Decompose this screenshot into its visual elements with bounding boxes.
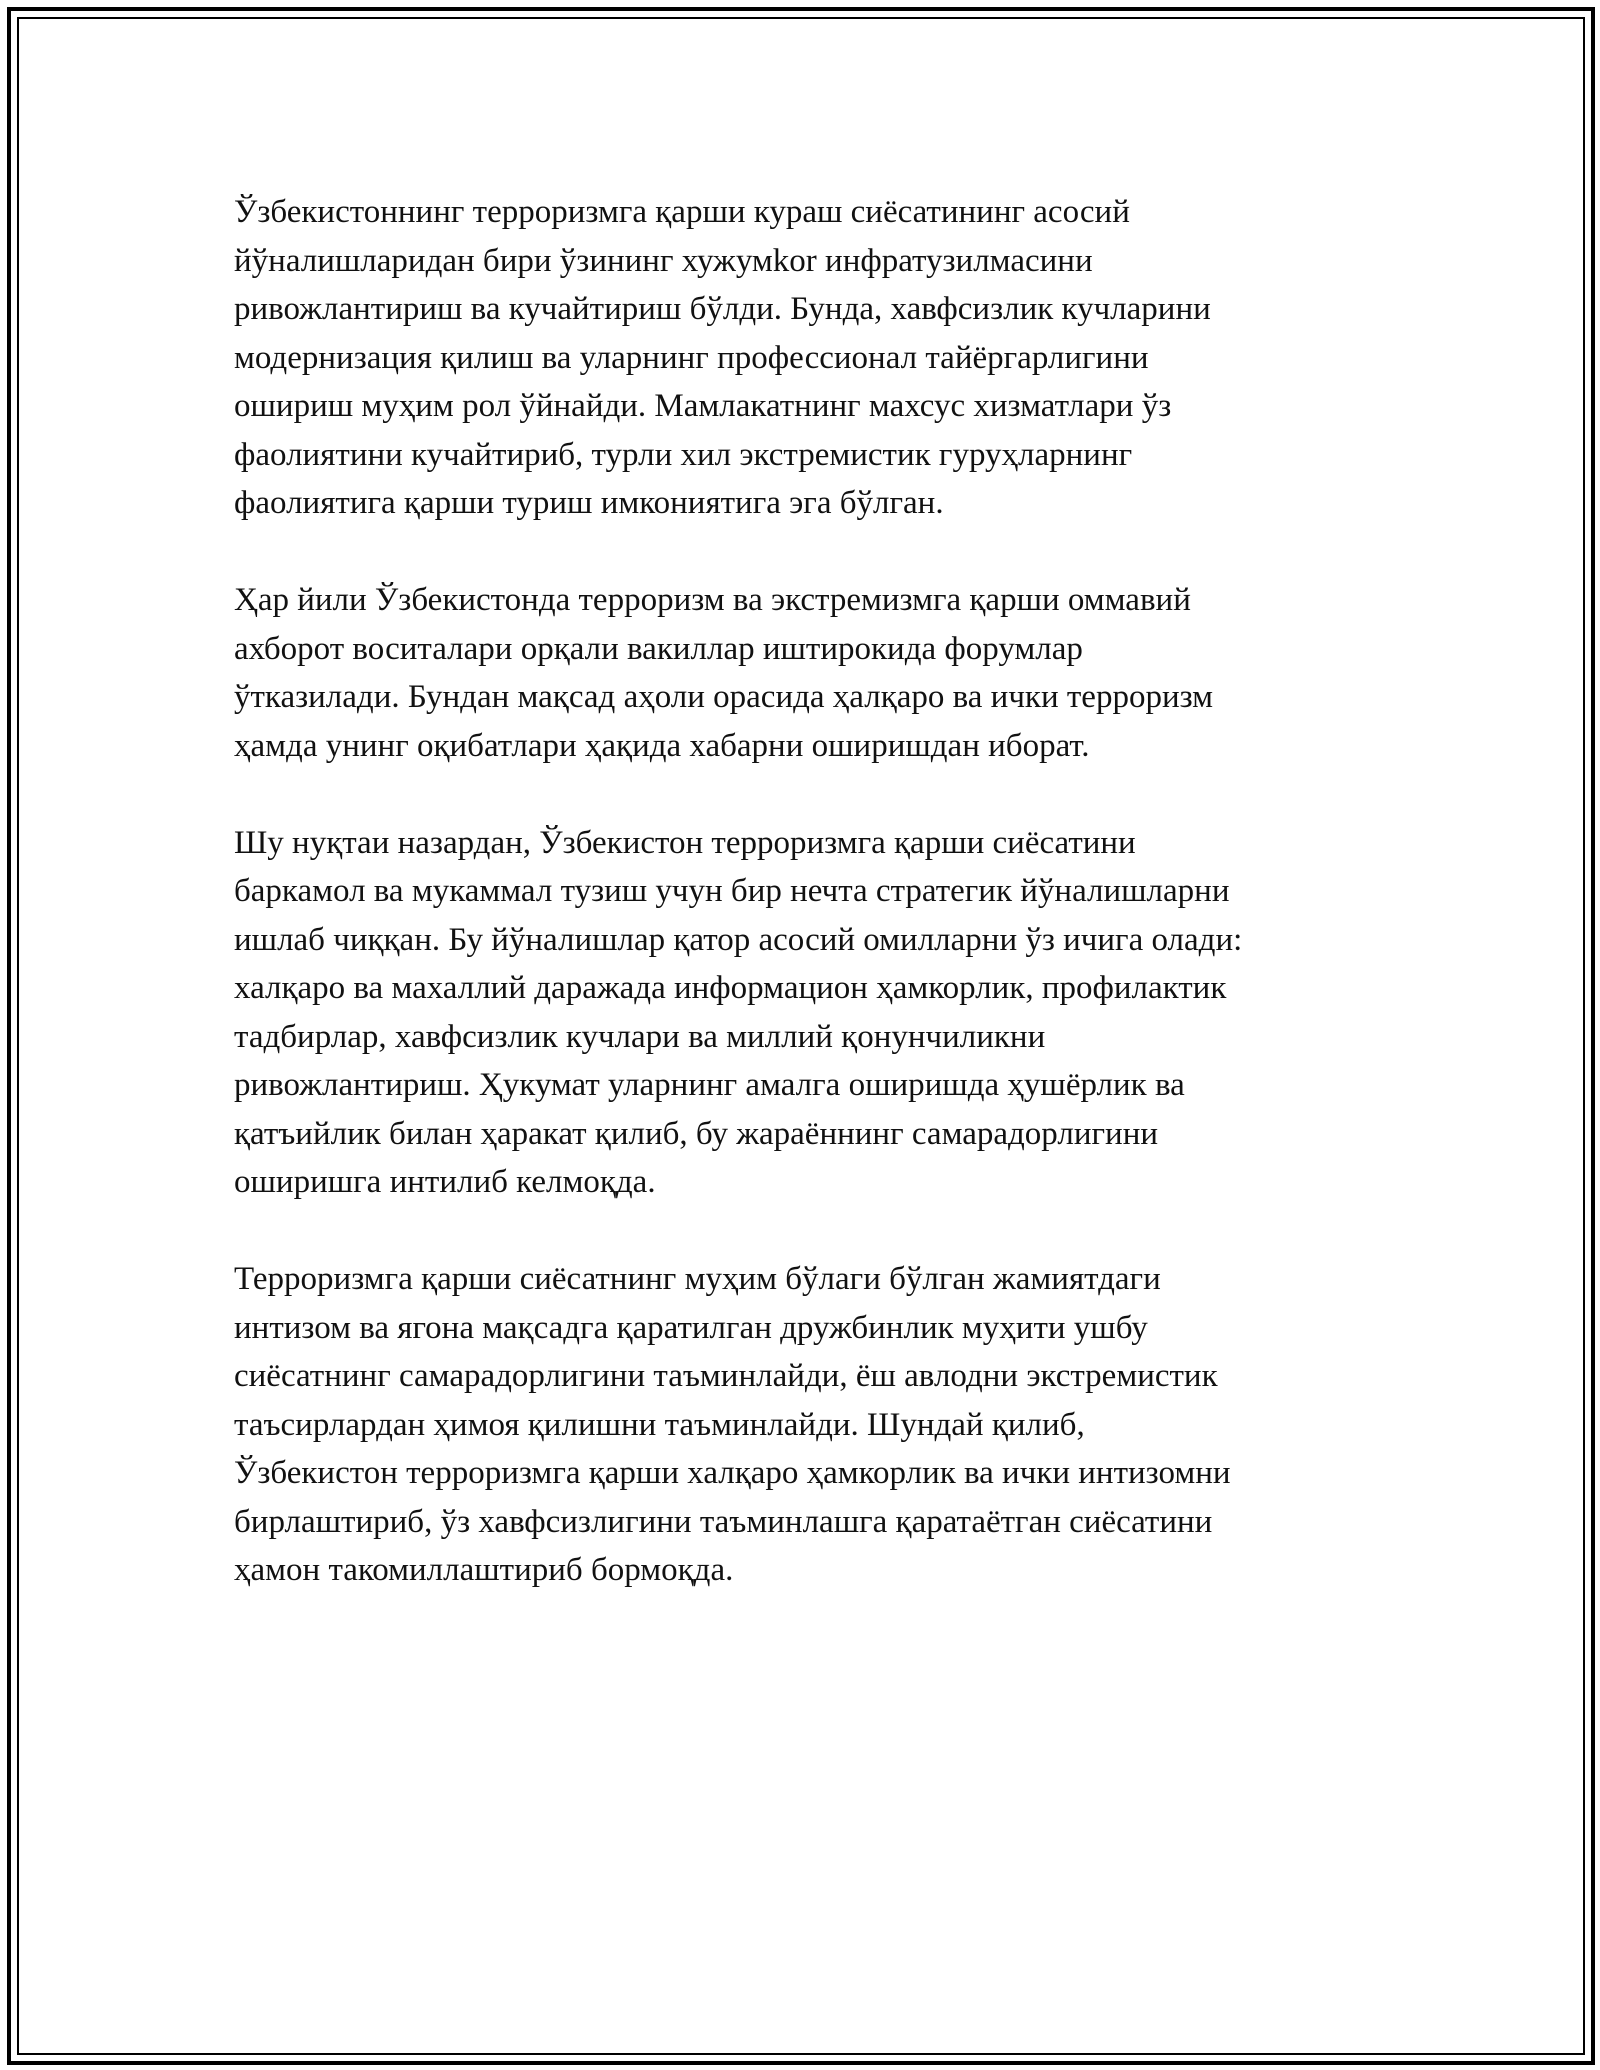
text-line: ривожлантириш. Ҳукумат уларнинг амалга оширишда ҳушёрлик ва <box>234 1067 1185 1103</box>
paragraph-4 <box>234 1255 1374 1595</box>
text-line: ишлаб чиққан. Бу йўналишлар қатор асосий омилларни ўз ичига олади: <box>234 921 1243 958</box>
text-line: модернизация қилиш ва уларнинг профессионал тайёргарлигини <box>234 339 1149 376</box>
text-line: оширишга интилиб келмоқда. <box>234 1164 656 1200</box>
paragraph-1 <box>234 188 1374 528</box>
text-line: ривожлантириш ва кучайтириш бўлди. Бунда, хавфсизлик кучларини <box>234 291 1211 327</box>
document-body <box>234 188 1374 1643</box>
paragraph-3 <box>234 819 1374 1207</box>
text-line: ўтказилади. Бундан мақсад аҳоли орасида ҳалқаро ва ички терроризм <box>234 679 1214 715</box>
text-line: Ҳар йили Ўзбекистонда терроризм ва экстремизмга қарши оммавий <box>234 582 1191 618</box>
text-line: фаолиятини кучайтириб, турли хил экстремистик гуруҳларнинг <box>234 436 1133 473</box>
text-line: ҳамда унинг оқибатлари ҳақида хабарни оширишдан иборат. <box>234 727 1090 764</box>
text-line: таъсирлардан ҳимоя қилишни таъминлайди. Шундай қилиб, <box>234 1406 1085 1443</box>
text-line: баркамол ва мукаммал тузиш учун бир нечта стратегик йўналишларни <box>234 873 1230 909</box>
paragraph-2 <box>234 576 1374 770</box>
text-line: Терроризмга қарши сиёсатнинг муҳим бўлаги бўлган жамиятдаги <box>234 1261 1161 1297</box>
text-line: ахборот воситалари орқали вакиллар иштирокида форумлар <box>234 630 1083 667</box>
text-line: сиёсатнинг самарадорлигини таъминлайди, ёш авлодни экстремистик <box>234 1358 1218 1394</box>
text-line: Ўзбекистоннинг терроризмга қарши кураш сиёсатининг асосий <box>234 194 1130 230</box>
text-line: интизом ва ягона мақсадга қаратилган дружбинлик муҳити ушбу <box>234 1309 1148 1346</box>
text-line: тадбирлар, хавфсизлик кучлари ва миллий қонунчиликни <box>234 1018 1046 1055</box>
text-line: халқаро ва махаллий даражада информацион ҳамкорлик, профилактик <box>234 970 1227 1006</box>
text-line: қатъийлик билан ҳаракат қилиб, бу жараённинг самарадорлигини <box>234 1115 1159 1152</box>
text-line: ошириш муҳим рол ўйнайди. Мамлакатнинг махсус хизматлари ўз <box>234 388 1172 424</box>
text-line: фаолиятига қарши туриш имкониятига эга бўлган. <box>234 485 944 521</box>
text-line: йўналишларидан бири ўзининг хужумkor инфратузилмасини <box>234 242 1093 279</box>
text-line: ҳамон такомиллаштириб бормоқда. <box>234 1552 734 1588</box>
text-line: Шу нуқтаи назардан, Ўзбекистон терроризмга қарши сиёсатини <box>234 824 1136 861</box>
text-line: Ўзбекистон терроризмга қарши халқаро ҳамкорлик ва ички интизомни <box>234 1455 1231 1491</box>
text-line: бирлаштириб, ўз хавфсизлигини таъминлашга қаратаётган сиёсатини <box>234 1503 1213 1540</box>
